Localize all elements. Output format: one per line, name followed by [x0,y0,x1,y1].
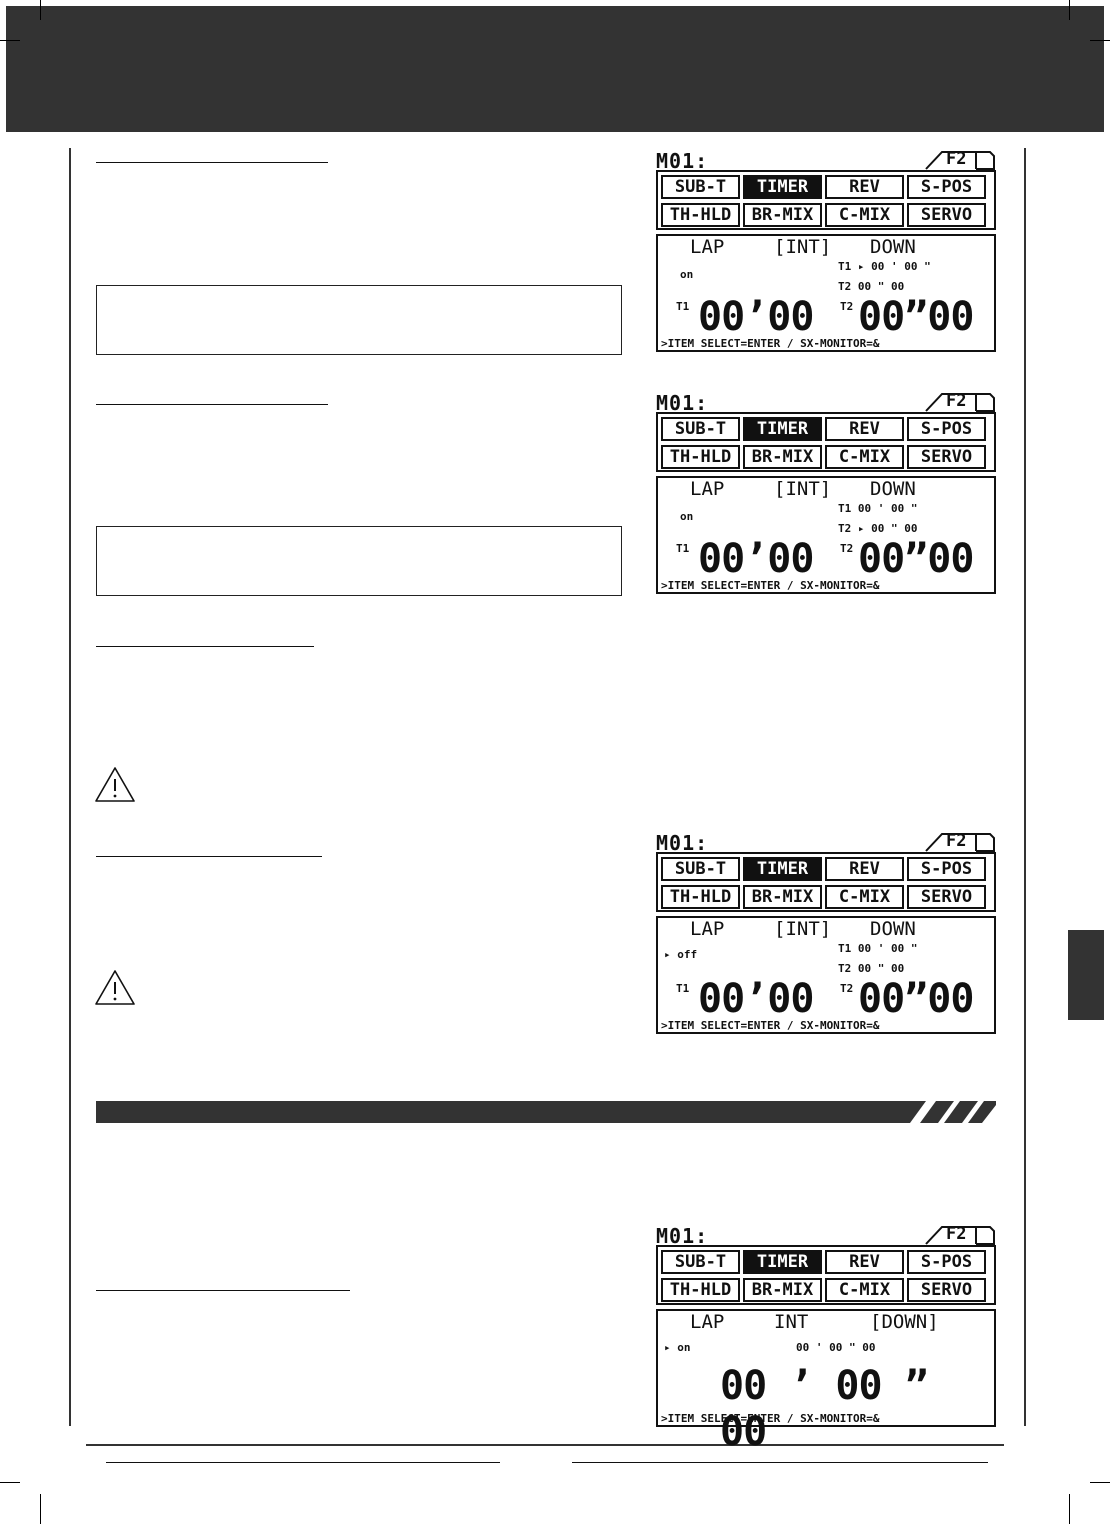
menu-button-timer[interactable]: TIMER [743,417,822,441]
menu-button-c-mix[interactable]: C-MIX [825,1278,904,1302]
t2-big-label: T2 [840,982,854,995]
menu-button-rev[interactable]: REV [825,857,904,881]
t1-time-display: 00’00 [698,294,814,340]
menu-button-th-hld[interactable]: TH-HLD [661,203,740,227]
warning-icon [93,968,137,1008]
menu-button-servo[interactable]: SERVO [907,1278,986,1302]
heading-underline [96,856,322,857]
menu-button-th-hld[interactable]: TH-HLD [661,1278,740,1302]
menu-button-rev[interactable]: REV [825,175,904,199]
mode-down[interactable]: DOWN [870,478,916,500]
menu-button-rev[interactable]: REV [825,417,904,441]
t1-setting[interactable]: T1 ▸ 00 ' 00 " [838,260,931,273]
t1-time-display: 00’00 [698,536,814,582]
t1-big-label: T1 [676,982,690,995]
t1-setting[interactable]: T1 00 ' 00 " [838,502,918,515]
footer-underline-left [106,1462,500,1463]
function-menu [656,1245,996,1305]
menu-button-br-mix[interactable]: BR-MIX [743,203,822,227]
menu-button-th-hld[interactable]: TH-HLD [661,445,740,469]
mode-down[interactable]: [DOWN] [870,1311,939,1333]
menu-button-br-mix[interactable]: BR-MIX [743,885,822,909]
menu-button-sub-t[interactable]: SUB-T [661,857,740,881]
chapter-side-tab [1068,930,1104,1020]
crop-mark [1069,0,1070,20]
t2-setting[interactable]: T2 00 " 00 [838,280,905,293]
function-tab-label: F2 [946,1224,967,1244]
timer-state[interactable]: ▸ off [664,948,698,961]
menu-button-servo[interactable]: SERVO [907,203,986,227]
menu-button-c-mix[interactable]: C-MIX [825,445,904,469]
function-menu [656,412,996,472]
t1-time-display: 00’00 [698,976,814,1022]
status-line: >ITEM SELECT=ENTER / SX-MONITOR=& [661,1019,880,1032]
timer-panel [656,916,996,1034]
menu-button-servo[interactable]: SERVO [907,885,986,909]
timer-state[interactable]: ▸ on [664,1341,691,1354]
model-label: M01: [656,391,709,415]
lcd-screen [656,150,996,425]
function-tab[interactable] [924,832,996,852]
menu-button-c-mix[interactable]: C-MIX [825,885,904,909]
lcd-screen [656,1225,996,1500]
menu-button-sub-t[interactable]: SUB-T [661,1250,740,1274]
mode-down[interactable]: DOWN [870,236,916,258]
note-box [96,526,622,596]
function-tab-label: F2 [946,831,967,851]
main-time-display: 00 ’ 00 ” 00 [720,1363,928,1455]
menu-button-timer[interactable]: TIMER [743,857,822,881]
menu-button-th-hld[interactable]: TH-HLD [661,885,740,909]
left-margin-rule [69,148,71,1426]
mode-lap[interactable]: LAP [690,918,725,940]
crop-mark [0,1482,20,1483]
heading-underline [96,1290,350,1291]
menu-button-sub-t[interactable]: SUB-T [661,417,740,441]
function-menu [656,852,996,912]
timer-panel [656,1309,996,1455]
mode-down[interactable]: DOWN [870,918,916,940]
t2-setting[interactable]: T2 ▸ 00 " 00 [838,522,918,535]
function-tab[interactable] [924,392,996,412]
menu-button-rev[interactable]: REV [825,1250,904,1274]
mode-int[interactable]: [INT] [774,236,832,258]
lcd-screen [656,832,996,1107]
crop-mark [0,40,20,41]
menu-button-timer[interactable]: TIMER [743,1250,822,1274]
t1-setting[interactable]: T1 00 ' 00 " [838,942,918,955]
menu-button-sub-t[interactable]: SUB-T [661,175,740,199]
mode-int[interactable]: INT [774,1311,809,1333]
t2-big-label: T2 [840,300,854,313]
function-tab[interactable] [924,1225,996,1245]
heading-underline [96,162,328,163]
note-box [96,285,622,355]
mode-lap[interactable]: LAP [690,1311,725,1333]
t2-time-display: 00”00 [858,976,974,1022]
t2-time-display: 00”00 [858,536,974,582]
timer-panel [656,234,996,352]
crop-mark [1090,40,1110,41]
timer-state[interactable]: on [680,510,694,523]
function-tab[interactable] [924,150,996,170]
timer-state[interactable]: on [680,268,694,281]
t1-big-label: T1 [676,300,690,313]
function-menu [656,170,996,230]
menu-button-servo[interactable]: SERVO [907,445,986,469]
model-label: M01: [656,831,709,855]
model-label: M01: [656,149,709,173]
status-line: >ITEM SELECT=ENTER / SX-MONITOR=& [661,337,880,350]
menu-button-s-pos[interactable]: S-POS [907,175,986,199]
crop-mark [1069,1494,1070,1524]
mode-lap[interactable]: LAP [690,236,725,258]
right-margin-rule [1024,148,1026,1426]
function-tab-label: F2 [946,391,967,411]
t2-setting[interactable]: T2 00 " 00 [838,962,905,975]
menu-button-br-mix[interactable]: BR-MIX [743,445,822,469]
mode-int[interactable]: [INT] [774,478,832,500]
crop-mark [40,0,41,20]
menu-button-s-pos[interactable]: S-POS [907,1250,986,1274]
menu-button-s-pos[interactable]: S-POS [907,417,986,441]
status-line: >ITEM SELECT=ENTER / SX-MONITOR=& [661,579,880,592]
menu-button-c-mix[interactable]: C-MIX [825,203,904,227]
down-values: 00 ' 00 " 00 [796,1341,876,1354]
crop-mark [1090,1482,1110,1483]
t2-big-label: T2 [840,542,854,555]
mode-int[interactable]: [INT] [774,918,832,940]
function-tab-label: F2 [946,149,967,169]
menu-button-br-mix[interactable]: BR-MIX [743,1278,822,1302]
t1-big-label: T1 [676,542,690,555]
heading-underline [96,646,314,647]
timer-panel [656,476,996,594]
menu-button-timer[interactable]: TIMER [743,175,822,199]
heading-underline [96,404,328,405]
lcd-screen [656,392,996,667]
page-header-bar [6,6,1104,132]
mode-lap[interactable]: LAP [690,478,725,500]
warning-icon [93,765,137,805]
crop-mark [40,1494,41,1524]
menu-button-s-pos[interactable]: S-POS [907,857,986,881]
t2-time-display: 00”00 [858,294,974,340]
model-label: M01: [656,1224,709,1248]
status-line: >ITEM SELECT=ENTER / SX-MONITOR=& [661,1412,880,1425]
